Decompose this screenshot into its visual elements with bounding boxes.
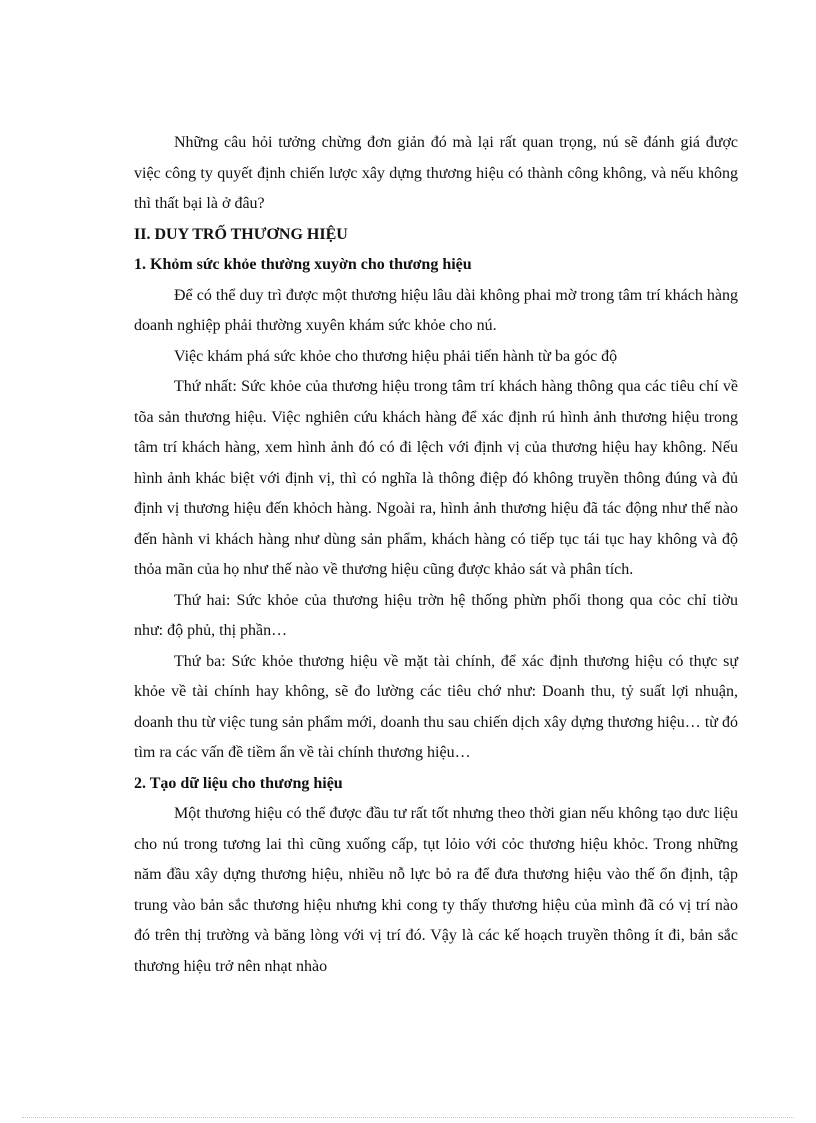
page-bottom-divider — [22, 1117, 794, 1118]
subsection-heading-brand-data: 2. Tạo dữ liệu cho thương hiệu — [134, 774, 343, 792]
intro-paragraph: Những câu hỏi tưởng chừng đơn giản đó mà lại rất quan trọng, nú sẽ đánh giá được việc công ty quyết định chiến lược xây dựng thương hiệu có thành công không, và nếu không thì thất bại là ở đâu? — [134, 134, 738, 212]
body-paragraph: Việc khám phá sức khỏe cho thương hiệu phải tiến hành từ ba góc độ — [174, 347, 618, 365]
section-heading-maintain-brand: II. DUY TRỐ THƯƠNG HIỆU — [134, 225, 348, 243]
body-paragraph-second-aspect: Thứ hai: Sức khỏe của thương hiệu trờn hệ thống phừn phối thong qua cỏc chỉ tiờu như: độ phủ, thị phần… — [134, 591, 738, 639]
page-content — [134, 128, 738, 982]
body-paragraph: Một thương hiệu có thể được đầu tư rất tốt nhưng theo thời gian nếu không tạo dưc liệu cho nú trong tương lai thì cũng xuống cấp, tụt lỏio với cỏc thương hiệu khỏc. Trong những năm đầu xây dựng thương hiệu, nhiều nỗ lực bỏ ra để đưa thương hiệu vào thế ổn định, tập trung vào bản sắc thương hiệu nhưng khi cong ty thấy thương hiệu của mình đã có vị trí nào đó trên thị trường và băng lòng với vị trí đó. Vậy là các kế hoạch truyền thông ít đi, bản sắc thương hiệu trở nên nhạt nhào — [134, 805, 738, 975]
body-paragraph-first-aspect: Thứ nhất: Sức khỏe của thương hiệu trong tâm trí khách hàng thông qua các tiêu chí về tõa sản thương hiệu. Việc nghiên cứu khách hàng để xác định rú hình ảnh thương hiệu trong tâm trí khách hàng, xem hình ảnh đó có đi lệch với định vị của thương hiệu hay không. Nếu hình ảnh khác biệt với định vị, thì có nghĩa là thông điệp đó không truyền thông đúng và đủ định vị thương hiệu đến khỏch hàng. Ngoài ra, hình ảnh thương hiệu đã tác động như thế nào đến hành vi khách hàng như dùng sản phẩm, khách hàng có tiếp tục tái tục hay không và độ thỏa mãn của họ như thế nào về thương hiệu cũng được khảo sát và phân tích. — [134, 378, 738, 578]
subsection-heading-brand-health: 1. Khỏm sức khỏe thường xuyờn cho thương hiệu — [134, 256, 472, 273]
body-paragraph: Để có thể duy trì được một thương hiệu lâu dài không phai mờ trong tâm trí khách hàng doanh nghiệp phải thường xuyên khám sức khỏe cho nú. — [134, 286, 738, 334]
body-paragraph-third-aspect: Thứ ba: Sức khỏe thương hiệu về mặt tài chính, để xác định thương hiệu có thực sự khỏe về tài chính hay không, sẽ đo lường các tiêu chớ như: Doanh thu, tỷ suất lợi nhuận, doanh thu từ việc tung sản phẩm mới, doanh thu sau chiến dịch xây dựng thương hiệu… từ đó tìm ra các vấn đề tiềm ẩn về tài chính thương hiệu… — [134, 652, 738, 761]
